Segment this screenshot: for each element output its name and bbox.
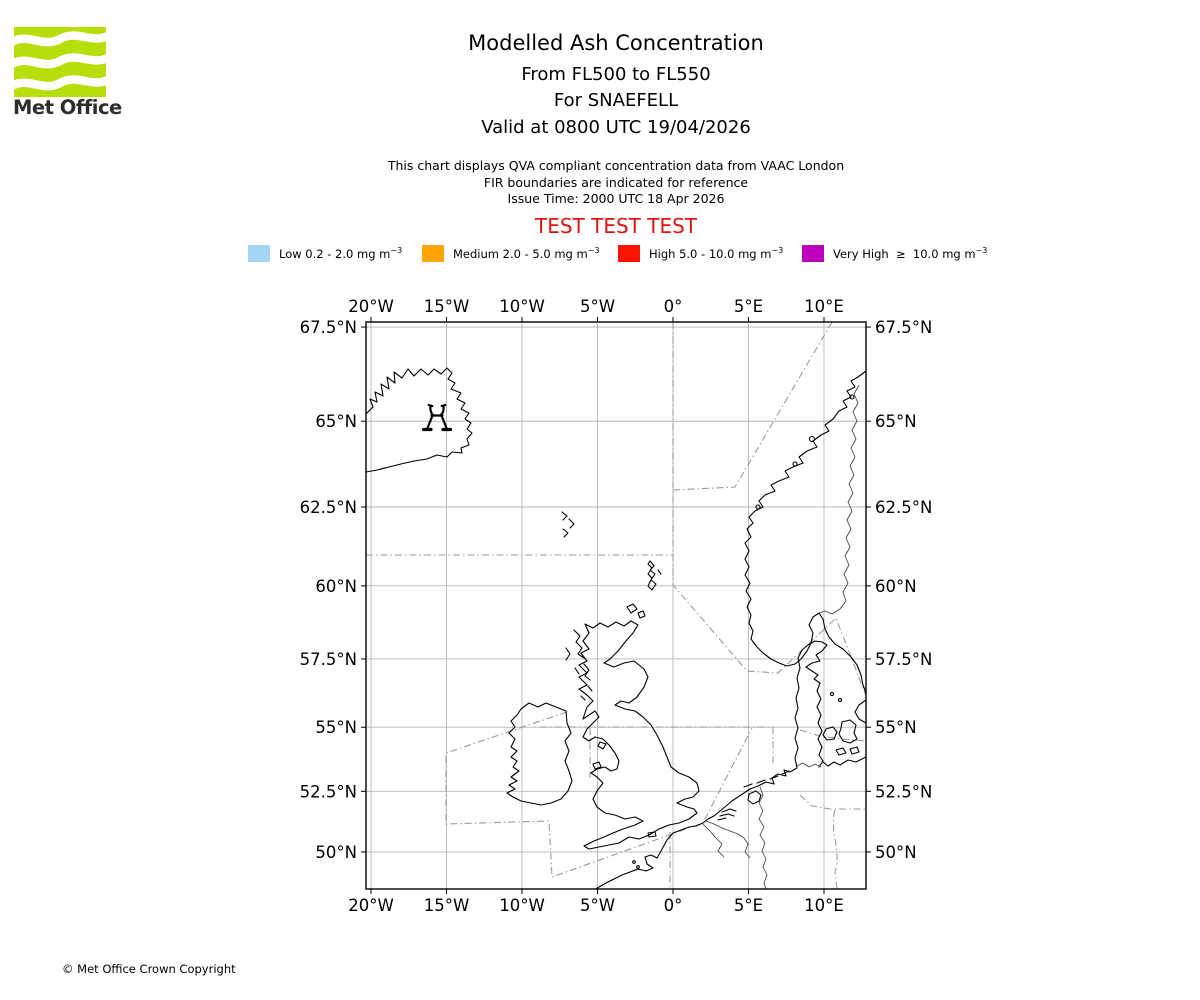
lat-label-right: 67.5°N <box>875 318 933 338</box>
lon-label-bottom: 20°W <box>348 896 394 915</box>
lat-label-right: 57.5°N <box>875 649 933 669</box>
legend-swatch-low <box>248 245 270 262</box>
lat-label-left: 65°N <box>315 412 357 432</box>
lon-label-bottom: 5°W <box>579 896 616 915</box>
map-frame <box>366 322 866 889</box>
lat-label-left: 67.5°N <box>299 318 357 338</box>
legend-item-high <box>618 243 783 263</box>
legend-label-high: High 5.0 - 10.0 mg $m^{-3}$ <box>649 245 784 261</box>
valid-time-subtitle: Valid at 0800 UTC 19/04/2026 <box>481 117 751 138</box>
flight-level-subtitle: From FL500 to FL550 <box>521 64 711 85</box>
lat-label-right: 62.5°N <box>875 498 933 518</box>
lon-label-top: 0° <box>663 297 683 316</box>
lat-label-right: 52.5°N <box>875 782 933 802</box>
lon-label-top: 15°W <box>423 297 470 316</box>
lon-label-bottom: 10°E <box>804 896 844 915</box>
legend-label-low: Low 0.2 - 2.0 mg $m^{-3}$ <box>279 245 403 261</box>
volcano-subtitle: For SNAEFELL <box>553 90 679 111</box>
note-qva: This chart displays QVA compliant concentration data from VAAC London <box>387 158 845 173</box>
lat-label-left: 55°N <box>315 718 357 738</box>
legend-item-low <box>248 243 402 263</box>
coastlines <box>366 368 866 889</box>
met-office-logo-text: Met Office <box>13 96 122 119</box>
lon-label-bottom: 15°W <box>423 896 470 915</box>
lon-label-top: 10°W <box>499 297 545 316</box>
lat-label-left: 57.5°N <box>299 649 357 669</box>
legend-label-medium: Medium 2.0 - 5.0 mg $m^{-3}$ <box>453 245 600 261</box>
lon-label-top: 10°E <box>804 297 844 316</box>
legend-label-very-high: Very High ≥ 10.0 mg $m^{-3}$ <box>833 245 988 261</box>
legend-swatch-high <box>618 245 640 262</box>
concentration-legend <box>0 243 1200 267</box>
note-issue-time: Issue Time: 2000 UTC 18 Apr 2026 <box>507 191 725 206</box>
lon-label-bottom: 5°E <box>733 896 764 915</box>
lat-label-left: 52.5°N <box>299 782 357 802</box>
lon-label-top: 5°W <box>579 297 616 316</box>
country-borders <box>703 385 859 889</box>
fir-boundaries <box>366 322 866 889</box>
graticule <box>300 297 933 915</box>
ash-map <box>0 280 1200 940</box>
test-banner: TEST TEST TEST <box>534 214 697 238</box>
note-fir: FIR boundaries are indicated for reference <box>483 174 749 190</box>
legend-swatch-medium <box>422 245 444 262</box>
lon-label-bottom: 10°W <box>499 896 545 915</box>
lon-label-bottom: 0° <box>663 896 683 915</box>
lat-label-left: 62.5°N <box>299 498 357 518</box>
copyright-text: © Met Office Crown Copyright <box>62 962 236 976</box>
lat-label-right: 60°N <box>875 576 917 596</box>
page-title: Modelled Ash Concentration <box>468 31 764 55</box>
lat-label-right: 55°N <box>875 718 917 738</box>
lat-label-left: 50°N <box>315 842 357 862</box>
legend-item-very-high <box>802 243 987 263</box>
lon-label-top: 5°E <box>733 297 764 316</box>
lat-label-right: 65°N <box>875 412 917 432</box>
lat-label-left: 60°N <box>315 576 357 596</box>
lon-label-top: 20°W <box>348 297 394 316</box>
lat-label-right: 50°N <box>875 842 917 862</box>
legend-item-medium <box>422 243 600 263</box>
legend-swatch-very-high <box>802 245 824 262</box>
